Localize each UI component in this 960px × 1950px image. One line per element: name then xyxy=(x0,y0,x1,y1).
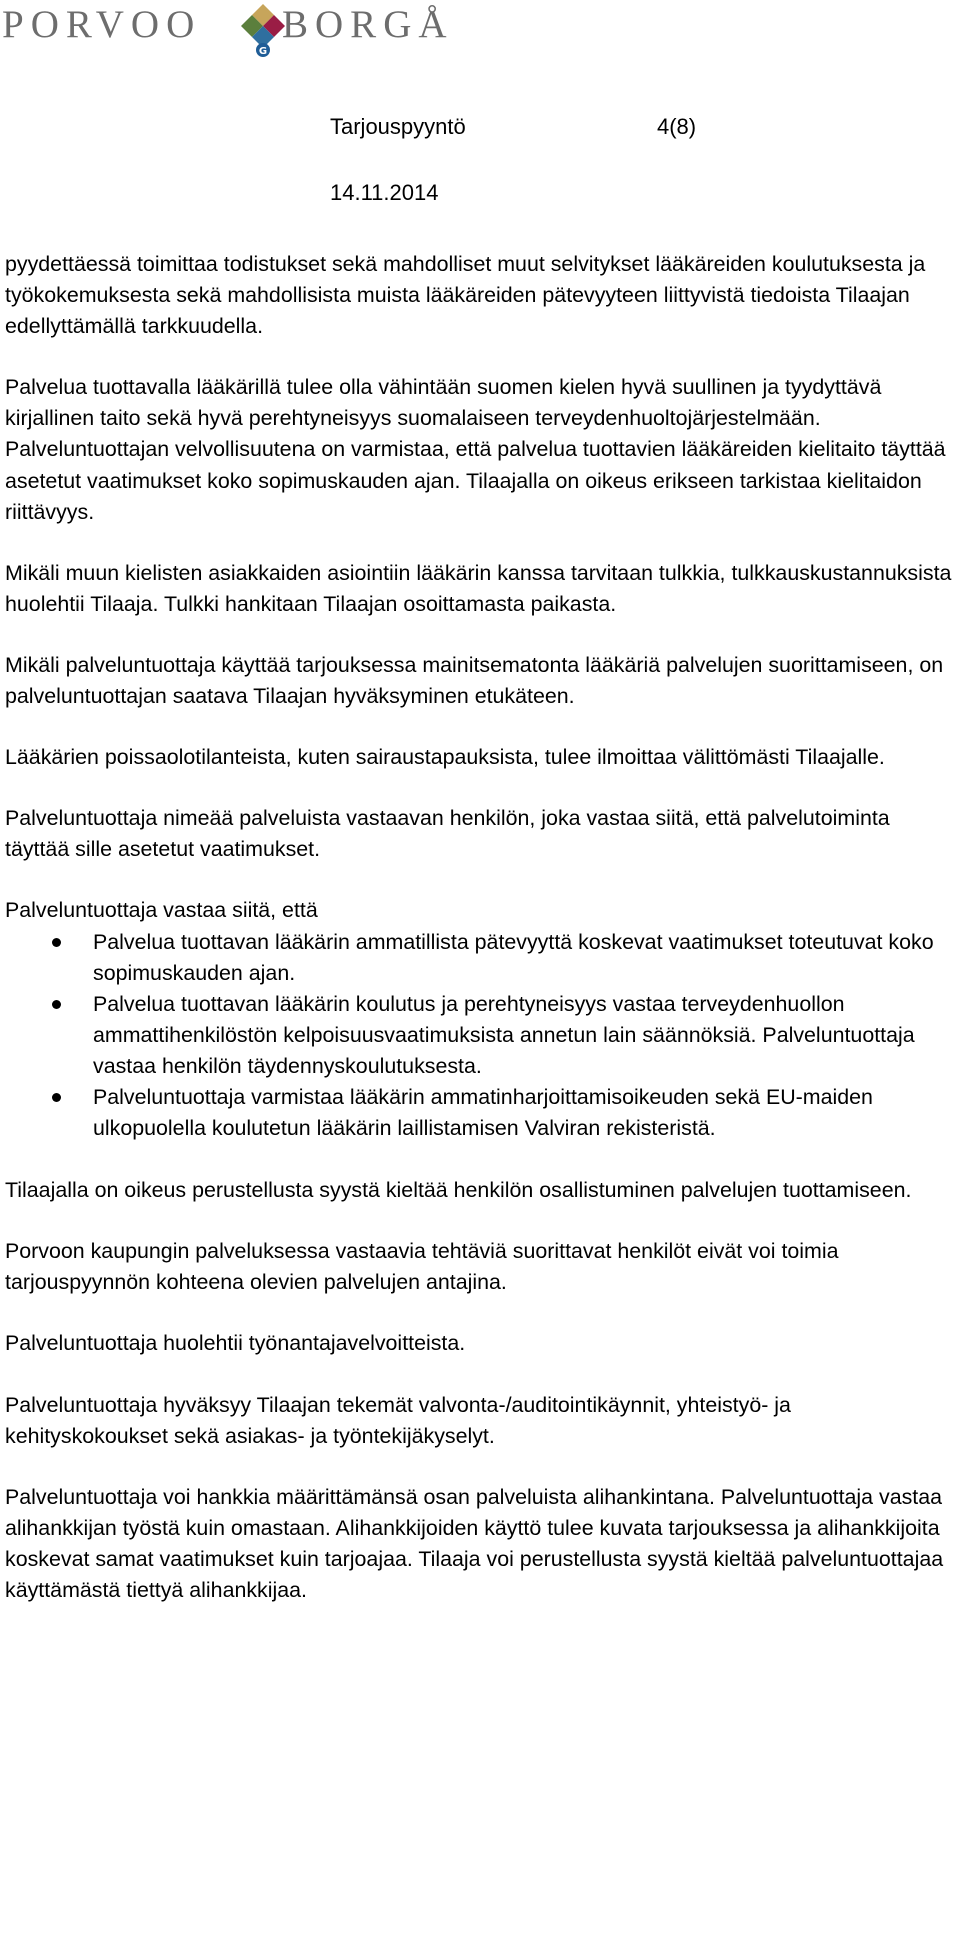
requirements-list xyxy=(5,927,955,1145)
paragraph: Palveluntuottaja huolehtii työnantajavelvoitteista. xyxy=(5,1331,466,1356)
paragraph: Palvelua tuottavalla lääkärillä tulee olla vähintään suomen kielen hyvä suullinen ja tyydyttävä kirjallinen taito sekä hyvä perehtyneisyys suomalaiseen terveydenhuoltojärjestelmään. Palveluntuottajan velvollisuutena on varmistaa, että palvelua tuottavien lääkäreiden kielitaito täyttää asetetut vaatimukset koko sopimuskauden ajan. Tilaajalla on oikeus erikseen tarkistaa kielitaidon riittävyys. xyxy=(5,375,946,524)
paragraph: Mikäli palveluntuottaja käyttää tarjouksessa mainitsematonta lääkäriä palvelujen suorittamiseen, on palveluntuottajan saatava Tilaajan hyväksyminen etukäteen. xyxy=(5,652,944,709)
paragraph: Palveluntuottaja voi hankkia määrittämänsä osan palveluista alihankintana. Palveluntuottaja vastaa alihankkijan työstä kuin omastaan. Alihankkijoiden käyttö tulee kuvata tarjouksessa ja alihankkijoita koskevat samat vaatimukset kuin tarjoajaa. Tilaaja voi perustellusta syystä kieltää palveluntuottajaa käyttämästä tiettyä alihankkijaa. xyxy=(5,1484,944,1602)
city-emblem-icon xyxy=(238,0,288,60)
list-intro: Palveluntuottaja vastaa siitä, että xyxy=(5,898,318,923)
paragraph: Tilaajalla on oikeus perustellusta syystä kieltää henkilön osallistuminen palvelujen tuottamiseen. xyxy=(5,1178,912,1203)
paragraph: Palveluntuottaja nimeää palveluista vastaavan henkilön, joka vastaa siitä, että palvelutoiminta täyttää sille asetetut vaatimukset. xyxy=(5,806,890,862)
logo-text-porvoo: PORVOO xyxy=(2,3,202,46)
paragraph: pyydettäessä toimittaa todistukset sekä mahdolliset muut selvitykset lääkäreiden koulutuksesta ja työkokemuksesta sekä mahdollisista muista lääkäreiden pätevyyteen liittyvistä tiedoista Tilaajan edellyttämällä tarkkuudella. xyxy=(5,252,926,339)
list-item-text: Palvelua tuottavan lääkärin ammatillista pätevyyttä koskevat vaatimukset toteutuvat koko sopimuskauden ajan. xyxy=(93,929,934,985)
paragraph: Mikäli muun kielisten asiakkaiden asiointiin lääkärin kanssa tarvitaan tulkkia, tulkkauskustannuksista huolehtii Tilaaja. Tulkki hankitaan Tilaajan osoittamasta paikasta. xyxy=(5,560,952,616)
paragraph: Palveluntuottaja hyväksyy Tilaajan tekemät valvonta-/auditointikäynnit, yhteistyö- ja kehityskokoukset sekä asiakas- ja työntekijäkyselyt. xyxy=(5,1392,791,1448)
bullet-icon xyxy=(52,1093,61,1102)
porvoo-borga-logo xyxy=(0,0,470,60)
document-type: Tarjouspyyntö xyxy=(330,114,466,139)
svg-text:G: G xyxy=(258,46,268,57)
list-item xyxy=(5,927,955,989)
list-item xyxy=(5,989,955,1082)
document-date: 14.11.2014 xyxy=(330,180,439,205)
document-body xyxy=(5,249,955,1606)
list-item xyxy=(5,1082,955,1144)
paragraph: Lääkärien poissaolotilanteista, kuten sairaustapauksista, tulee ilmoittaa välittömästi Tilaajalle. xyxy=(5,745,885,770)
list-item-text: Palveluntuottaja varmistaa lääkärin ammatinharjoittamisoikeuden sekä EU-maiden ulkopuolella koulutetun lääkärin laillistamisen Valviran rekisteristä. xyxy=(93,1084,873,1141)
bullet-icon xyxy=(52,938,61,947)
list-item-text: Palvelua tuottavan lääkärin koulutus ja perehtyneisyys vastaa terveydenhuollon ammattihenkilöstön kelpoisuusvaatimuksista annetun lain säännöksiä. Palveluntuottaja vastaa henkilön täydennyskoulutuksesta. xyxy=(93,991,915,1078)
page-number: 4(8) xyxy=(657,114,697,139)
paragraph: Porvoon kaupungin palveluksessa vastaavia tehtäviä suorittavat henkilöt eivät voi toimia tarjouspyynnön kohteena olevien palvelujen antajina. xyxy=(5,1239,839,1295)
bullet-icon xyxy=(52,1000,61,1009)
logo-text-borga: BORGÅ xyxy=(282,3,454,46)
